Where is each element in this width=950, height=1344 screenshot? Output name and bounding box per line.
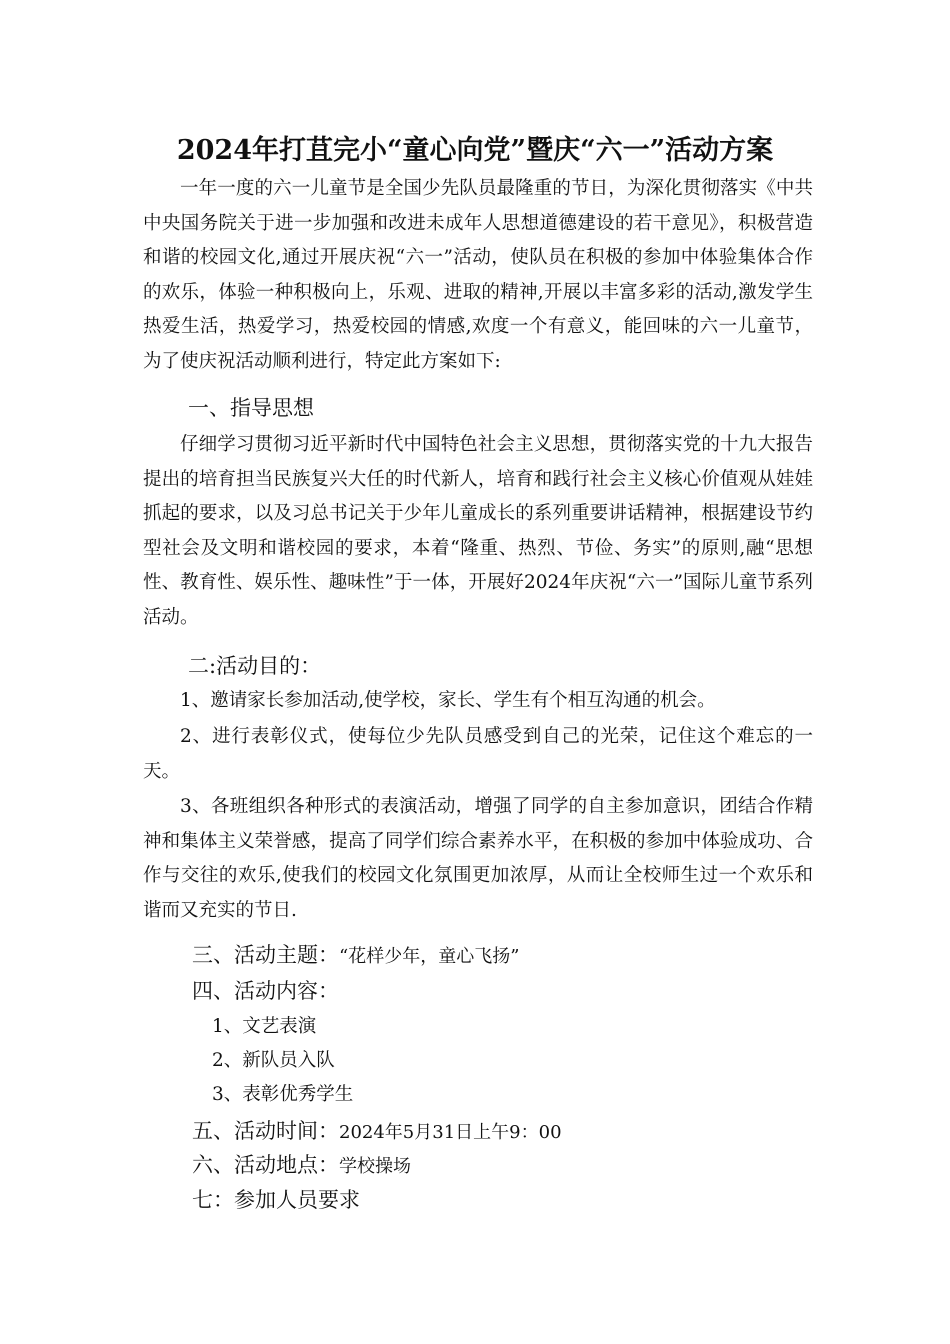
section6-line (192, 1150, 411, 1182)
document-title: 2024年打苴完小“童心向党”暨庆“六一”活动方案 (176, 135, 774, 166)
section2-item-3: 3、各班组织各种形式的表演活动，增强了同学的自主参加意识，团结合作精神和集体主义荣誉感，提高了同学们综合素养水平，在积极的参加中体验成功、合作与交往的欢乐,使我们的校园文化氛围更加浓厚，从而让全校师生过一个欢乐和谐而又充实的节日. (143, 796, 813, 921)
section2-item-1: 1、邀请家长参加活动,使学校，家长、学生有个相互沟通的机会。 (180, 690, 716, 711)
section4-item-2: 2、新队员入队 (212, 1050, 335, 1071)
section3-value: “花样少年，童心飞扬” (339, 946, 520, 967)
section2-heading: 二:活动目的： (188, 654, 322, 678)
section5-line (192, 1116, 562, 1148)
section3-line (192, 940, 519, 972)
section1-body: 仔细学习贯彻习近平新时代中国特色社会主义思想，贯彻落实党的十九大报告提出的培育担当民族复兴大任的时代新人，培育和践行社会主义核心价值观从娃娃抓起的要求，以及习总书记关于少年儿童成长的系列重要讲话精神，根据建设节约型社会及文明和谐校园的要求，本着“隆重、热烈、节俭、务实”的原则,融“思想性、教育性、娱乐性、趣味性”于一体，开展好2024年庆祝“六一”国际儿童节系列活动。 (143, 434, 813, 628)
intro-paragraph: 一年一度的六一儿童节是全国少先队员最隆重的节日，为深化贯彻落实《中共中央国务院关于进一步加强和改进未成年人思想道德建设的若干意见》，积极营造和谐的校园文化,通过开展庆祝“六一”活动，使队员在积极的参加中体验集体合作的欢乐，体验一种积极向上，乐观、进取的精神,开展以丰富多彩的活动,激发学生热爱生活，热爱学习，热爱校园的情感,欢度一个有意义，能回味的六一儿童节，为了使庆祝活动顺利进行，特定此方案如下: (143, 178, 813, 372)
section2-item-2: 2、进行表彰仪式，使每位少先队员感受到自己的光荣，记住这个难忘的一天。 (143, 726, 813, 782)
section4-heading: 四、活动内容： (192, 979, 339, 1003)
section4-item-1: 1、文艺表演 (212, 1016, 317, 1037)
section7-heading: 七：参加人员要求 (192, 1188, 360, 1212)
section3-label: 三、活动主题： (192, 943, 339, 967)
section5-label: 五、活动时间： (192, 1119, 339, 1143)
section6-value: 学校操场 (339, 1156, 411, 1177)
section1-heading: 一、指导思想 (188, 396, 314, 420)
section4-item-3: 3、表彰优秀学生 (212, 1084, 354, 1105)
section6-label: 六、活动地点： (192, 1153, 339, 1177)
section5-value: 2024年5月31日上午9：00 (339, 1122, 562, 1143)
